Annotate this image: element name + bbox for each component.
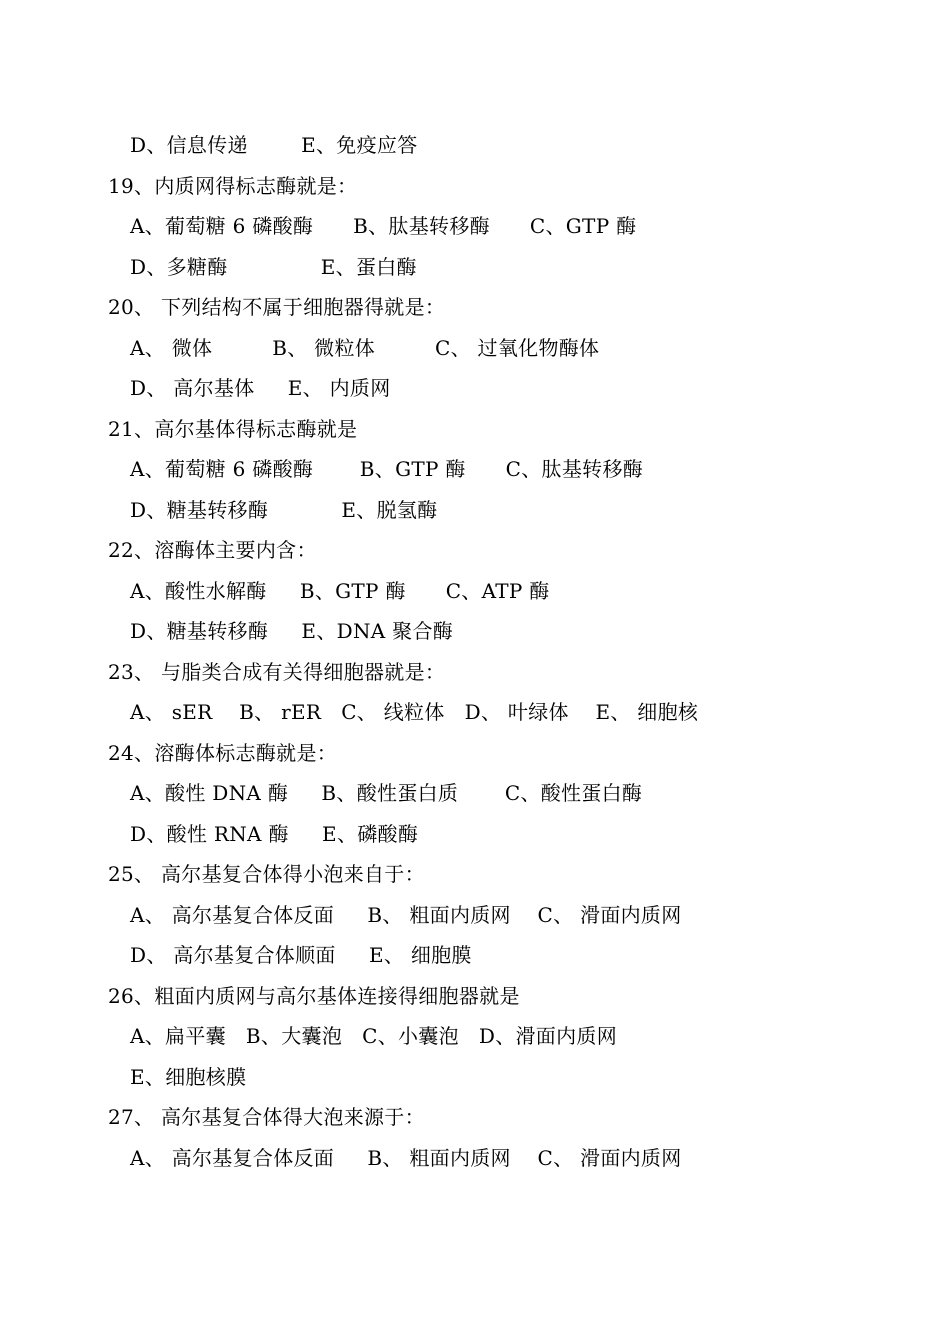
option-line: A、酸性 DNA 酶 B、酸性蛋白质 C、酸性蛋白酶	[130, 781, 643, 805]
question-26: 26、粗面内质网与高尔基体连接得细胞器就是	[108, 984, 520, 1008]
option-line: A、酸性水解酶 B、GTP 酶 C、ATP 酶	[130, 579, 550, 603]
option-line: D、 高尔基复合体顺面 E、 细胞膜	[130, 943, 472, 967]
question-25: 25、 高尔基复合体得小泡来自于：	[108, 862, 425, 886]
question-21: 21、高尔基体得标志酶就是	[108, 417, 358, 441]
option-line: A、 高尔基复合体反面 B、 粗面内质网 C、 滑面内质网	[130, 903, 682, 927]
option-line: A、 微体 B、 微粒体 C、 过氧化物酶体	[130, 336, 600, 360]
option-line: D、酸性 RNA 酶 E、磷酸酶	[130, 822, 419, 846]
option-line: A、葡萄糖 6 磷酸酶 B、GTP 酶 C、肽基转移酶	[130, 457, 644, 481]
option-line: D、糖基转移酶 E、脱氢酶	[130, 498, 438, 522]
option-line: A、扁平囊 B、大囊泡 C、小囊泡 D、滑面内质网	[130, 1024, 617, 1048]
option-line: A、葡萄糖 6 磷酸酶 B、肽基转移酶 C、GTP 酶	[130, 214, 637, 238]
option-line: D、糖基转移酶 E、DNA 聚合酶	[130, 619, 454, 643]
option-line: A、 sER B、 rER C、 线粒体 D、 叶绿体 E、 细胞核	[130, 700, 699, 724]
question-24: 24、溶酶体标志酶就是：	[108, 741, 338, 765]
option-line: D、信息传递 E、免疫应答	[130, 133, 418, 157]
option-line: A、 高尔基复合体反面 B、 粗面内质网 C、 滑面内质网	[130, 1146, 682, 1170]
question-23: 23、 与脂类合成有关得细胞器就是：	[108, 660, 446, 684]
option-line: E、细胞核膜	[130, 1065, 247, 1089]
question-27: 27、 高尔基复合体得大泡来源于：	[108, 1105, 425, 1129]
option-line: D、 高尔基体 E、 内质网	[130, 376, 391, 400]
question-20: 20、 下列结构不属于细胞器得就是：	[108, 295, 446, 319]
option-line: D、多糖酶 E、蛋白酶	[130, 255, 417, 279]
question-19: 19、内质网得标志酶就是：	[108, 174, 358, 198]
question-22: 22、溶酶体主要内含：	[108, 538, 317, 562]
